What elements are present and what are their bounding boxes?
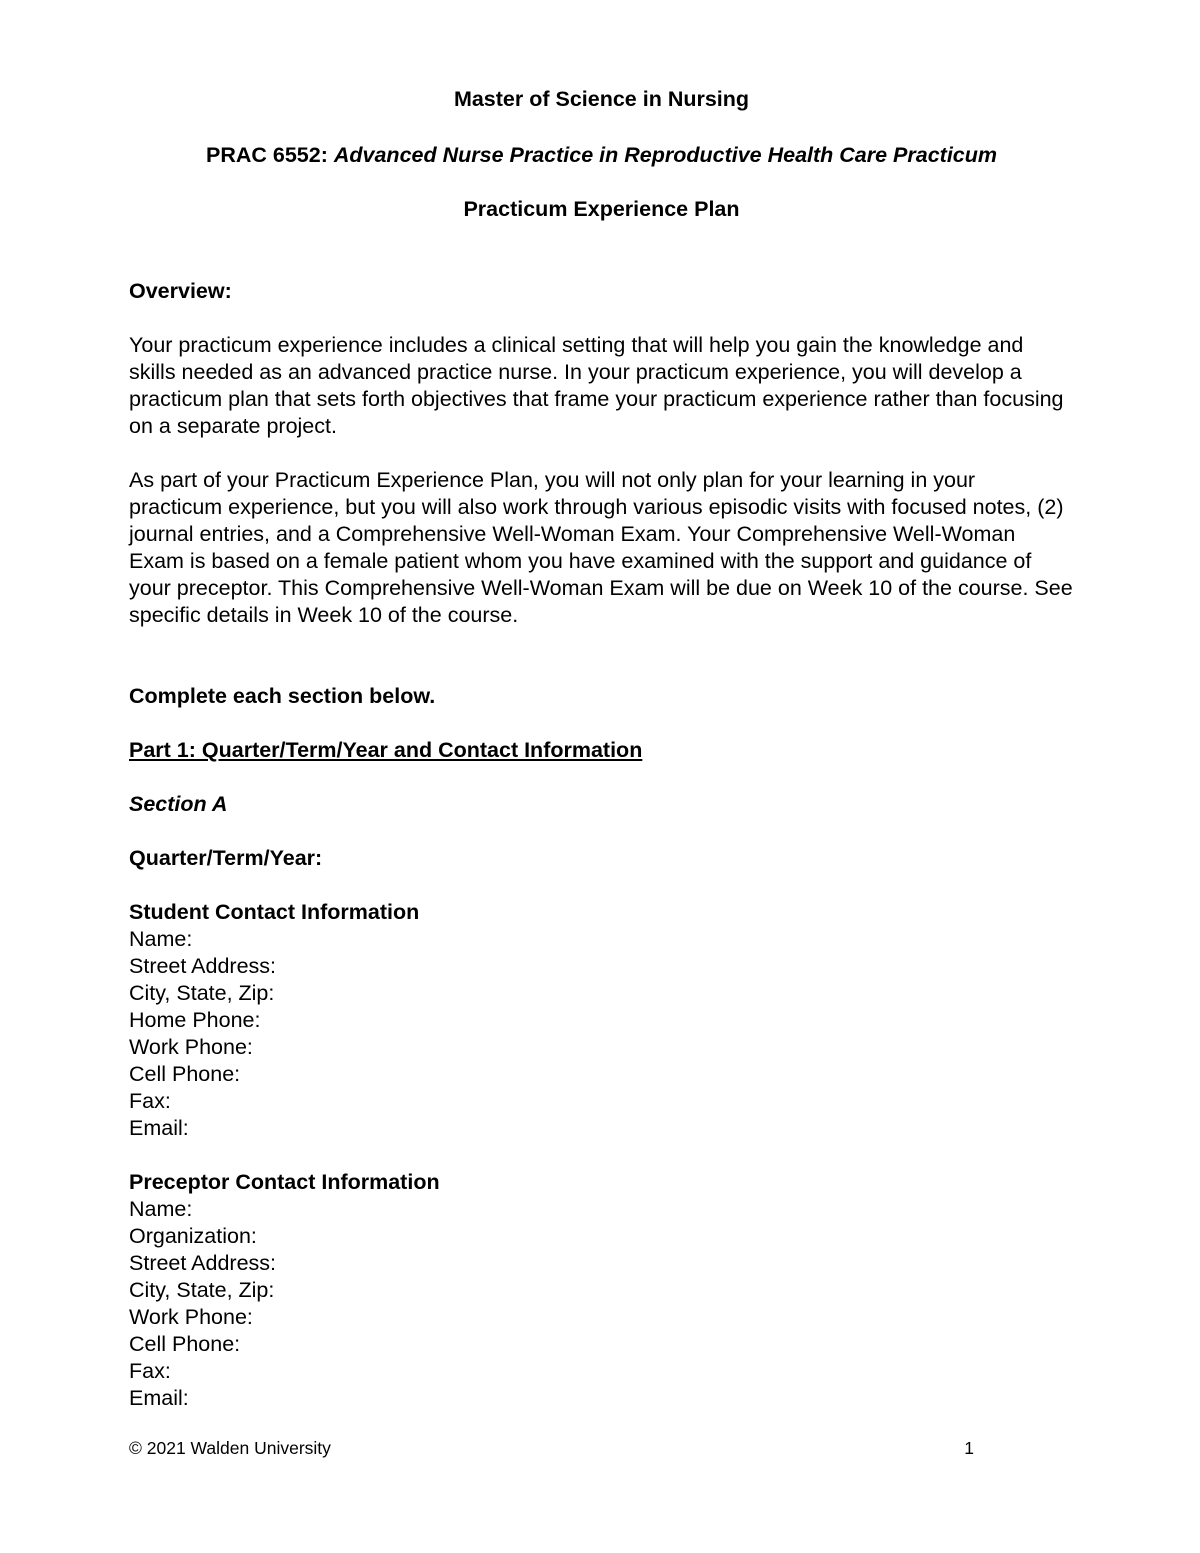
- preceptor-organization-label: Organization:: [129, 1224, 257, 1248]
- preceptor-cell-phone-label: Cell Phone:: [129, 1332, 241, 1356]
- quarter-term-year-label: Quarter/Term/Year:: [129, 846, 323, 870]
- overview-heading: Overview:: [129, 279, 232, 303]
- overview-paragraph-2: As part of your Practicum Experience Plan, you will not only plan for your learning in your practicum experience, but you will also work through various episodic visits with focused notes, (2) journal entries, and a Comprehensive Well-Woman Exam. Your Comprehensive Well-Woman Exam is based on a female patient whom you have examined with the support and guidance of your preceptor. This Comprehensive Well-Woman Exam will be due on Week 10 of the course. See specific details in Week 10 of the course.: [129, 468, 1073, 627]
- section-a-heading: Section A: [129, 792, 228, 816]
- part1-heading: Part 1: Quarter/Term/Year and Contact Information: [129, 738, 643, 762]
- page-footer: [129, 1437, 974, 1459]
- preceptor-work-phone-label: Work Phone:: [129, 1305, 253, 1329]
- student-city-state-zip-label: City, State, Zip:: [129, 981, 275, 1005]
- overview-paragraph-1: Your practicum experience includes a clinical setting that will help you gain the knowledge and skills needed as an advanced practice nurse. In your practicum experience, you will develop a practicum plan that sets forth objectives that frame your practicum experience rather than focusing on a separate project.: [129, 333, 1064, 438]
- page-content: [129, 86, 1074, 1412]
- plan-title: Practicum Experience Plan: [463, 197, 740, 221]
- course-code: PRAC 6552:: [205, 143, 328, 167]
- preceptor-email-label: Email:: [129, 1386, 189, 1410]
- preceptor-contact-heading: Preceptor Contact Information: [129, 1170, 440, 1194]
- preceptor-street-address-label: Street Address:: [129, 1251, 276, 1275]
- student-street-address-label: Street Address:: [129, 954, 276, 978]
- student-email-label: Email:: [129, 1116, 189, 1140]
- student-fax-label: Fax:: [129, 1089, 171, 1113]
- student-name-label: Name:: [129, 927, 193, 951]
- course-name: Advanced Nurse Practice in Reproductive Health Care Practicum: [333, 143, 998, 167]
- program-title: Master of Science in Nursing: [453, 87, 750, 111]
- course-title: [129, 142, 1074, 169]
- student-contact-fields: [129, 926, 1074, 1142]
- student-work-phone-label: Work Phone:: [129, 1035, 253, 1059]
- preceptor-contact-fields: [129, 1196, 1074, 1412]
- preceptor-name-label: Name:: [129, 1197, 193, 1221]
- copyright-notice: © 2021 Walden University: [129, 1438, 331, 1458]
- student-cell-phone-label: Cell Phone:: [129, 1062, 241, 1086]
- student-home-phone-label: Home Phone:: [129, 1008, 261, 1032]
- student-contact-heading: Student Contact Information: [129, 900, 420, 924]
- preceptor-fax-label: Fax:: [129, 1359, 171, 1383]
- preceptor-city-state-zip-label: City, State, Zip:: [129, 1278, 275, 1302]
- page-number: 1: [964, 1438, 974, 1458]
- instructions: Complete each section below.: [129, 684, 436, 708]
